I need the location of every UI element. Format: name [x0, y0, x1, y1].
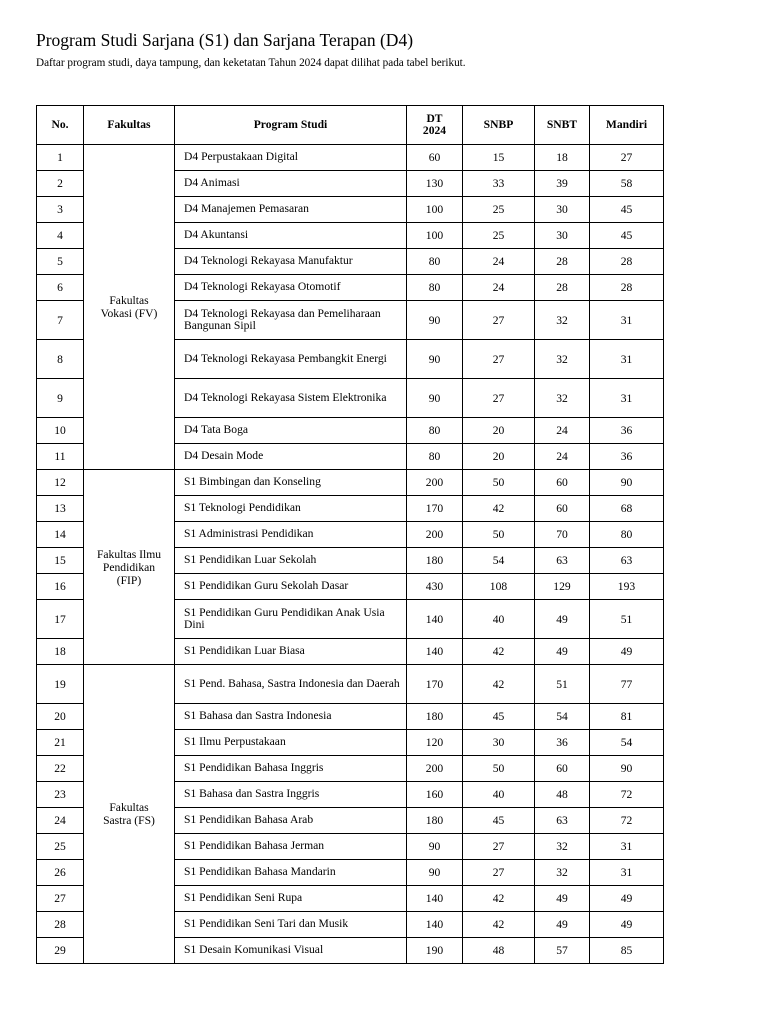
- program-studi: S1 Desain Komunikasi Visual: [175, 938, 407, 964]
- mandiri-value: 90: [590, 470, 664, 496]
- dt-2024-value: 60: [407, 145, 463, 171]
- mandiri-value: 31: [590, 834, 664, 860]
- snbt-value: 30: [535, 223, 590, 249]
- snbt-value: 28: [535, 249, 590, 275]
- snbp-value: 20: [463, 418, 535, 444]
- snbt-value: 32: [535, 340, 590, 379]
- program-studi: S1 Bimbingan dan Konseling: [175, 470, 407, 496]
- snbp-value: 40: [463, 782, 535, 808]
- faculty-name-line: Fakultas: [109, 294, 149, 307]
- mandiri-value: 45: [590, 223, 664, 249]
- program-studi: D4 Akuntansi: [175, 223, 407, 249]
- snbt-value: 60: [535, 756, 590, 782]
- program-studi: S1 Ilmu Perpustakaan: [175, 730, 407, 756]
- faculty-name-line: Sastra (FS): [103, 814, 155, 827]
- program-studi: D4 Tata Boga: [175, 418, 407, 444]
- mandiri-value: 77: [590, 665, 664, 704]
- snbp-value: 40: [463, 600, 535, 639]
- program-studi: S1 Pendidikan Bahasa Mandarin: [175, 860, 407, 886]
- faculty-cell: [84, 665, 175, 964]
- faculty-cell: [84, 470, 175, 665]
- header-fakultas: Fakultas: [84, 106, 175, 145]
- page-subtitle: Daftar program studi, daya tampung, dan keketatan Tahun 2024 dapat dilihat pada tabel berikut.: [36, 57, 466, 69]
- row-no: 6: [37, 275, 84, 301]
- table-body: [37, 145, 664, 964]
- snbt-value: 32: [535, 834, 590, 860]
- snbt-value: 63: [535, 808, 590, 834]
- dt-2024-value: 90: [407, 834, 463, 860]
- snbp-value: 27: [463, 301, 535, 340]
- snbt-value: 60: [535, 470, 590, 496]
- snbp-value: 45: [463, 704, 535, 730]
- mandiri-value: 28: [590, 249, 664, 275]
- snbp-value: 54: [463, 548, 535, 574]
- snbt-value: 49: [535, 639, 590, 665]
- row-no: 20: [37, 704, 84, 730]
- mandiri-value: 28: [590, 275, 664, 301]
- header-snbp: SNBP: [463, 106, 535, 145]
- dt-2024-value: 200: [407, 522, 463, 548]
- row-no: 4: [37, 223, 84, 249]
- snbt-value: 49: [535, 600, 590, 639]
- row-no: 21: [37, 730, 84, 756]
- dt-2024-value: 180: [407, 808, 463, 834]
- table-row: [37, 470, 664, 496]
- snbp-value: 50: [463, 756, 535, 782]
- mandiri-value: 54: [590, 730, 664, 756]
- snbt-value: 24: [535, 444, 590, 470]
- header-program-studi: Program Studi: [175, 106, 407, 145]
- mandiri-value: 45: [590, 197, 664, 223]
- program-table: [36, 105, 664, 964]
- row-no: 23: [37, 782, 84, 808]
- mandiri-value: 31: [590, 340, 664, 379]
- faculty-name-line: Vokasi (FV): [100, 307, 158, 320]
- row-no: 5: [37, 249, 84, 275]
- mandiri-value: 49: [590, 639, 664, 665]
- dt-2024-value: 430: [407, 574, 463, 600]
- row-no: 27: [37, 886, 84, 912]
- page-title: Program Studi Sarjana (S1) dan Sarjana Terapan (D4): [36, 30, 414, 50]
- faculty-name-line: (FIP): [116, 573, 142, 587]
- program-studi: D4 Teknologi Rekayasa dan Pemeliharaan Bangunan Sipil: [175, 301, 407, 340]
- snbp-value: 20: [463, 444, 535, 470]
- program-studi: S1 Bahasa dan Sastra Indonesia: [175, 704, 407, 730]
- row-no: 9: [37, 379, 84, 418]
- header-dt-line2: 2024: [422, 124, 447, 137]
- row-no: 13: [37, 496, 84, 522]
- snbp-value: 25: [463, 197, 535, 223]
- dt-2024-value: 130: [407, 171, 463, 197]
- row-no: 15: [37, 548, 84, 574]
- snbt-value: 51: [535, 665, 590, 704]
- faculty-name-line: Fakultas: [109, 801, 149, 814]
- program-studi: D4 Teknologi Rekayasa Manufaktur: [175, 249, 407, 275]
- dt-2024-value: 100: [407, 197, 463, 223]
- snbp-value: 50: [463, 470, 535, 496]
- table-row: [37, 665, 664, 704]
- snbp-value: 42: [463, 886, 535, 912]
- program-studi: S1 Teknologi Pendidikan: [175, 496, 407, 522]
- row-no: 12: [37, 470, 84, 496]
- program-studi: D4 Animasi: [175, 171, 407, 197]
- dt-2024-value: 80: [407, 249, 463, 275]
- snbt-value: 57: [535, 938, 590, 964]
- row-no: 19: [37, 665, 84, 704]
- dt-2024-value: 90: [407, 301, 463, 340]
- snbp-value: 24: [463, 275, 535, 301]
- dt-2024-value: 120: [407, 730, 463, 756]
- dt-2024-value: 140: [407, 600, 463, 639]
- dt-2024-value: 90: [407, 379, 463, 418]
- row-no: 26: [37, 860, 84, 886]
- snbp-value: 108: [463, 574, 535, 600]
- program-studi: S1 Administrasi Pendidikan: [175, 522, 407, 548]
- program-studi: S1 Pendidikan Guru Sekolah Dasar: [175, 574, 407, 600]
- program-studi: S1 Pend. Bahasa, Sastra Indonesia dan Daerah: [175, 665, 407, 704]
- mandiri-value: 31: [590, 301, 664, 340]
- program-studi: S1 Pendidikan Luar Sekolah: [175, 548, 407, 574]
- snbp-value: 15: [463, 145, 535, 171]
- mandiri-value: 72: [590, 782, 664, 808]
- snbt-value: 32: [535, 379, 590, 418]
- program-studi: S1 Pendidikan Bahasa Jerman: [175, 834, 407, 860]
- snbt-value: 18: [535, 145, 590, 171]
- header-dt-line1: DT: [426, 112, 443, 125]
- snbt-value: 54: [535, 704, 590, 730]
- row-no: 8: [37, 340, 84, 379]
- dt-2024-value: 140: [407, 912, 463, 938]
- program-studi: S1 Bahasa dan Sastra Inggris: [175, 782, 407, 808]
- snbt-value: 39: [535, 171, 590, 197]
- program-studi: S1 Pendidikan Bahasa Inggris: [175, 756, 407, 782]
- mandiri-value: 31: [590, 379, 664, 418]
- mandiri-value: 80: [590, 522, 664, 548]
- snbt-value: 28: [535, 275, 590, 301]
- program-studi: S1 Pendidikan Luar Biasa: [175, 639, 407, 665]
- mandiri-value: 58: [590, 171, 664, 197]
- row-no: 29: [37, 938, 84, 964]
- row-no: 28: [37, 912, 84, 938]
- row-no: 7: [37, 301, 84, 340]
- snbp-value: 45: [463, 808, 535, 834]
- mandiri-value: 27: [590, 145, 664, 171]
- dt-2024-value: 180: [407, 548, 463, 574]
- dt-2024-value: 100: [407, 223, 463, 249]
- snbp-value: 27: [463, 834, 535, 860]
- mandiri-value: 90: [590, 756, 664, 782]
- mandiri-value: 49: [590, 912, 664, 938]
- program-studi: S1 Pendidikan Bahasa Arab: [175, 808, 407, 834]
- dt-2024-value: 140: [407, 639, 463, 665]
- dt-2024-value: 170: [407, 496, 463, 522]
- snbt-value: 32: [535, 301, 590, 340]
- dt-2024-value: 200: [407, 470, 463, 496]
- program-studi: D4 Manajemen Pemasaran: [175, 197, 407, 223]
- dt-2024-value: 80: [407, 275, 463, 301]
- mandiri-value: 68: [590, 496, 664, 522]
- mandiri-value: 63: [590, 548, 664, 574]
- header-mandiri: Mandiri: [590, 106, 664, 145]
- table-row: [37, 145, 664, 171]
- program-studi: D4 Teknologi Rekayasa Sistem Elektronika: [175, 379, 407, 418]
- program-studi: S1 Pendidikan Seni Tari dan Musik: [175, 912, 407, 938]
- row-no: 2: [37, 171, 84, 197]
- row-no: 14: [37, 522, 84, 548]
- snbt-value: 70: [535, 522, 590, 548]
- faculty-cell: [84, 145, 175, 470]
- snbt-value: 49: [535, 886, 590, 912]
- row-no: 16: [37, 574, 84, 600]
- snbt-value: 36: [535, 730, 590, 756]
- row-no: 1: [37, 145, 84, 171]
- snbp-value: 42: [463, 912, 535, 938]
- snbt-value: 129: [535, 574, 590, 600]
- snbp-value: 50: [463, 522, 535, 548]
- mandiri-value: 72: [590, 808, 664, 834]
- row-no: 3: [37, 197, 84, 223]
- dt-2024-value: 80: [407, 444, 463, 470]
- dt-2024-value: 170: [407, 665, 463, 704]
- snbp-value: 48: [463, 938, 535, 964]
- header-dt-2024: [407, 106, 463, 145]
- mandiri-value: 49: [590, 886, 664, 912]
- mandiri-value: 81: [590, 704, 664, 730]
- mandiri-value: 36: [590, 444, 664, 470]
- snbp-value: 25: [463, 223, 535, 249]
- row-no: 17: [37, 600, 84, 639]
- dt-2024-value: 90: [407, 340, 463, 379]
- dt-2024-value: 160: [407, 782, 463, 808]
- row-no: 22: [37, 756, 84, 782]
- row-no: 10: [37, 418, 84, 444]
- snbp-value: 42: [463, 496, 535, 522]
- table-header-row: [37, 106, 664, 145]
- row-no: 11: [37, 444, 84, 470]
- mandiri-value: 51: [590, 600, 664, 639]
- snbp-value: 42: [463, 639, 535, 665]
- program-studi: D4 Teknologi Rekayasa Pembangkit Energi: [175, 340, 407, 379]
- row-no: 25: [37, 834, 84, 860]
- faculty-name-line: Pendidikan: [102, 560, 156, 574]
- mandiri-value: 193: [590, 574, 664, 600]
- header-no: No.: [37, 106, 84, 145]
- snbt-value: 48: [535, 782, 590, 808]
- snbt-value: 24: [535, 418, 590, 444]
- snbp-value: 30: [463, 730, 535, 756]
- header-snbt: SNBT: [535, 106, 590, 145]
- program-studi: D4 Desain Mode: [175, 444, 407, 470]
- snbt-value: 49: [535, 912, 590, 938]
- row-no: 18: [37, 639, 84, 665]
- program-studi: S1 Pendidikan Guru Pendidikan Anak Usia Dini: [175, 600, 407, 639]
- program-studi: D4 Teknologi Rekayasa Otomotif: [175, 275, 407, 301]
- dt-2024-value: 180: [407, 704, 463, 730]
- snbp-value: 42: [463, 665, 535, 704]
- dt-2024-value: 80: [407, 418, 463, 444]
- program-studi: S1 Pendidikan Seni Rupa: [175, 886, 407, 912]
- faculty-name-line: Fakultas Ilmu: [96, 547, 162, 561]
- snbp-value: 27: [463, 379, 535, 418]
- mandiri-value: 36: [590, 418, 664, 444]
- snbt-value: 63: [535, 548, 590, 574]
- mandiri-value: 31: [590, 860, 664, 886]
- row-no: 24: [37, 808, 84, 834]
- dt-2024-value: 190: [407, 938, 463, 964]
- snbp-value: 24: [463, 249, 535, 275]
- snbt-value: 30: [535, 197, 590, 223]
- snbt-value: 60: [535, 496, 590, 522]
- snbt-value: 32: [535, 860, 590, 886]
- dt-2024-value: 140: [407, 886, 463, 912]
- dt-2024-value: 200: [407, 756, 463, 782]
- program-studi: D4 Perpustakaan Digital: [175, 145, 407, 171]
- mandiri-value: 85: [590, 938, 664, 964]
- dt-2024-value: 90: [407, 860, 463, 886]
- snbp-value: 27: [463, 860, 535, 886]
- snbp-value: 27: [463, 340, 535, 379]
- snbp-value: 33: [463, 171, 535, 197]
